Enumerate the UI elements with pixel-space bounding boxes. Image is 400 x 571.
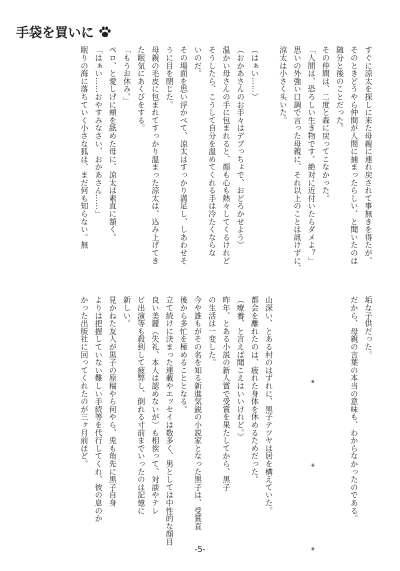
chapter-title: 手袋を買いに xyxy=(16,26,95,41)
chapter-header xyxy=(16,22,112,41)
page-number: -5- xyxy=(194,545,206,554)
paw-icon xyxy=(98,25,112,39)
body-text-upper: すぐに涼太を探しに来た母親に連れ戻されて事無きを得たが、 そのときどうやら仲間が人間に捕まったらしい、と聞いたのは 随分と後のことだった。 その仲間は、二度と森に戻ってこなかった。 「人間は、恐ろしい生き物です。絶対に近付いたらダメよ？」 思いの外強い口調で言った母親に、それ以上のことは訊けずに、 涼太は小さく头いた。 （はぁい……） （おかあさんのお手々はデブっちょで、おどろかせよう） 温かい母さんの手に包まれると、顔も心も熱々してくるけれど そうしたら、こうして自分を温めてくれる手は冷たくならな いのだ。 その場面を思い浮かべて、涼太はすっかり満足し、しあわせそ うに目を閉じた。 母親の毛皮に包まれてすっかり温まった涼太は、込み上げてき た眠気にあくびをする。 「もうお休み。」 ペロ、と愛しげに頬を舐めた母に、涼太は素直に頷く。 「はぁい……おやすみなさい、おかあさん……」 眠りの海に落ちていく小さな狐は、まだ何も知らない。無 xyxy=(79,46,373,273)
body-text-lower: 垢な子供だった。 だから、母親の言葉の本当の意味も、わからなかったのである。 * * * 山深い、とある村のはずれに、黒子テツヤは居を構えていた。 都会を離れたのは、疲れた身体を休めるためだった。 （療養、と言えば聞こえはいいけれど。） 昨年、とある小説の新人賞で受賞を果たしてから、黒子 の生活は一変した。 今や誰もがその名を知る新進気鋭の小説家となった黒子は、受賞直 後から多忙を極めることとなる。 立て続けに決まった連載やエッセイは数多く、男としては中性的な顔目 良い美麗（失礼、本人は認めないが）も相俟って、対談やテレ ビ出演等も殺到して疲弊し、倒れる寸前までいったのは記憶に 新しい。 見かねた友人が黒子の原稿やら何やら、兎も角先に黒子自身 よりは把握していない難しい手続等を代行してくれ、彼の息のか かった出版社に回ってくれたのが三ヶ月前ほど。 xyxy=(79,296,373,551)
